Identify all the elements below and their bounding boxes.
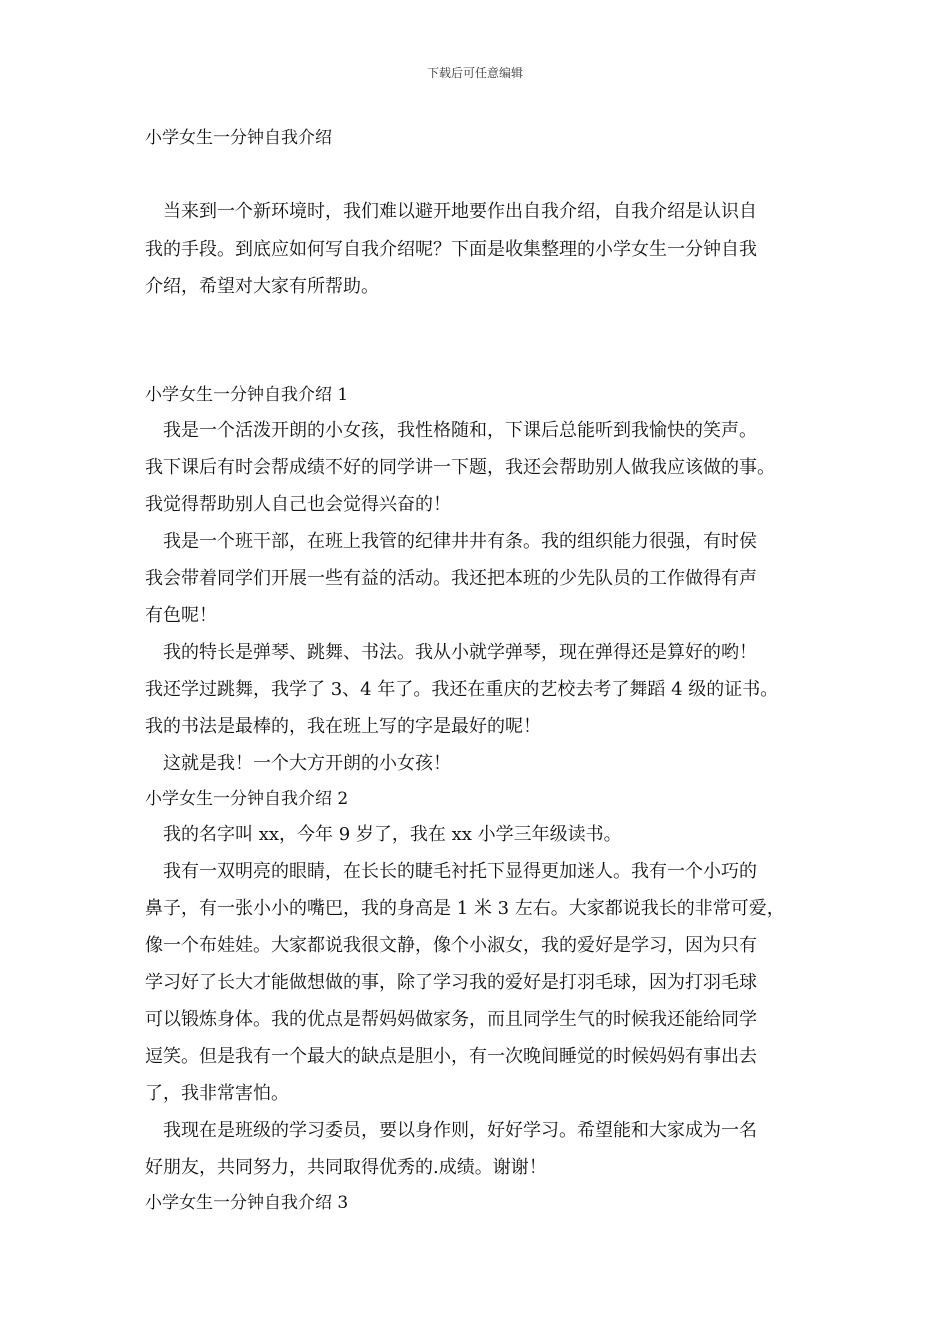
- body-line: 我的特长是弹琴、跳舞、书法。我从小就学弹琴，现在弹得还是算好的哟！: [163, 641, 757, 663]
- body-line: 我是一个班干部，在班上我管的纪律井井有条。我的组织能力很强，有时侯: [163, 530, 757, 552]
- body-line: 我会带着同学们开展一些有益的活动。我还把本班的少先队员的工作做得有声: [145, 567, 757, 589]
- body-line: 我是一个活泼开朗的小女孩，我性格随和，下课后总能听到我愉快的笑声。: [163, 419, 757, 441]
- intro-line: 当来到一个新环境时，我们难以避开地要作出自我介绍，自我介绍是认识自: [163, 201, 757, 222]
- body-line: 我觉得帮助别人自己也会觉得兴奋的！: [145, 493, 451, 515]
- section-heading-1: 小学女生一分钟自我介绍 1: [145, 384, 349, 405]
- spacer: [145, 306, 825, 378]
- intro-paragraph: [145, 193, 825, 306]
- body-line: 我现在是班级的学习委员，要以身作则，好好学习。希望能和大家成为一名: [163, 1119, 757, 1141]
- body-line: 我的书法是最棒的，我在班上写的字是最好的呢！: [145, 715, 541, 737]
- section-heading-3: 小学女生一分钟自我介绍 3: [145, 1192, 349, 1213]
- body-line: 好朋友，共同努力，共同取得优秀的.成绩。谢谢！: [145, 1156, 547, 1178]
- body-line: 了，我非常害怕。: [145, 1082, 289, 1104]
- body-line: 学习好了长大才能做想做的事，除了学习我的爱好是打羽毛球，因为打羽毛球: [145, 971, 757, 993]
- section-heading-2: 小学女生一分钟自我介绍 2: [145, 788, 349, 809]
- body-line: 我的名字叫 xx，今年 9 岁了，我在 xx 小学三年级读书。: [163, 823, 622, 845]
- body-line: 逗笑。但是我有一个最大的缺点是胆小，有一次晚间睡觉的时候妈妈有事出去: [145, 1045, 757, 1067]
- body-line: 有色呢！: [145, 604, 217, 626]
- page-header-note: 下载后可任意编辑: [426, 66, 523, 80]
- section-1-body: [145, 412, 825, 782]
- body-line: 这就是我！一个大方开朗的小女孩！: [163, 752, 451, 774]
- document-title: 小学女生一分钟自我介绍: [145, 128, 332, 148]
- body-line: 像一个布娃娃。大家都说我很文静，像个小淑女，我的爱好是学习，因为只有: [145, 934, 757, 956]
- body-line: 我有一双明亮的眼睛，在长长的睫毛衬托下显得更加迷人。我有一个小巧的: [163, 860, 757, 882]
- body-line: 我下课后有时会帮成绩不好的同学讲一下题，我还会帮助别人做我应该做的事。: [145, 456, 775, 478]
- body-line: 可以锻炼身体。我的优点是帮妈妈做家务，而且同学生气的时候我还能给同学: [145, 1008, 757, 1030]
- section-2-body: [145, 816, 825, 1186]
- body-line: 鼻子，有一张小小的嘴巴，我的身高是 1 米 3 左右。大家都说我长的非常可爱，: [145, 897, 785, 919]
- spacer: [145, 157, 825, 193]
- document-body: [145, 120, 825, 1220]
- body-line: 我还学过跳舞，我学了 3、4 年了。我还在重庆的艺校去考了舞蹈 4 级的证书。: [145, 678, 779, 700]
- intro-line: 介绍，希望对大家有所帮助。: [145, 276, 379, 297]
- intro-line: 我的手段。到底应如何写自我介绍呢？下面是收集整理的小学女生一分钟自我: [145, 238, 757, 260]
